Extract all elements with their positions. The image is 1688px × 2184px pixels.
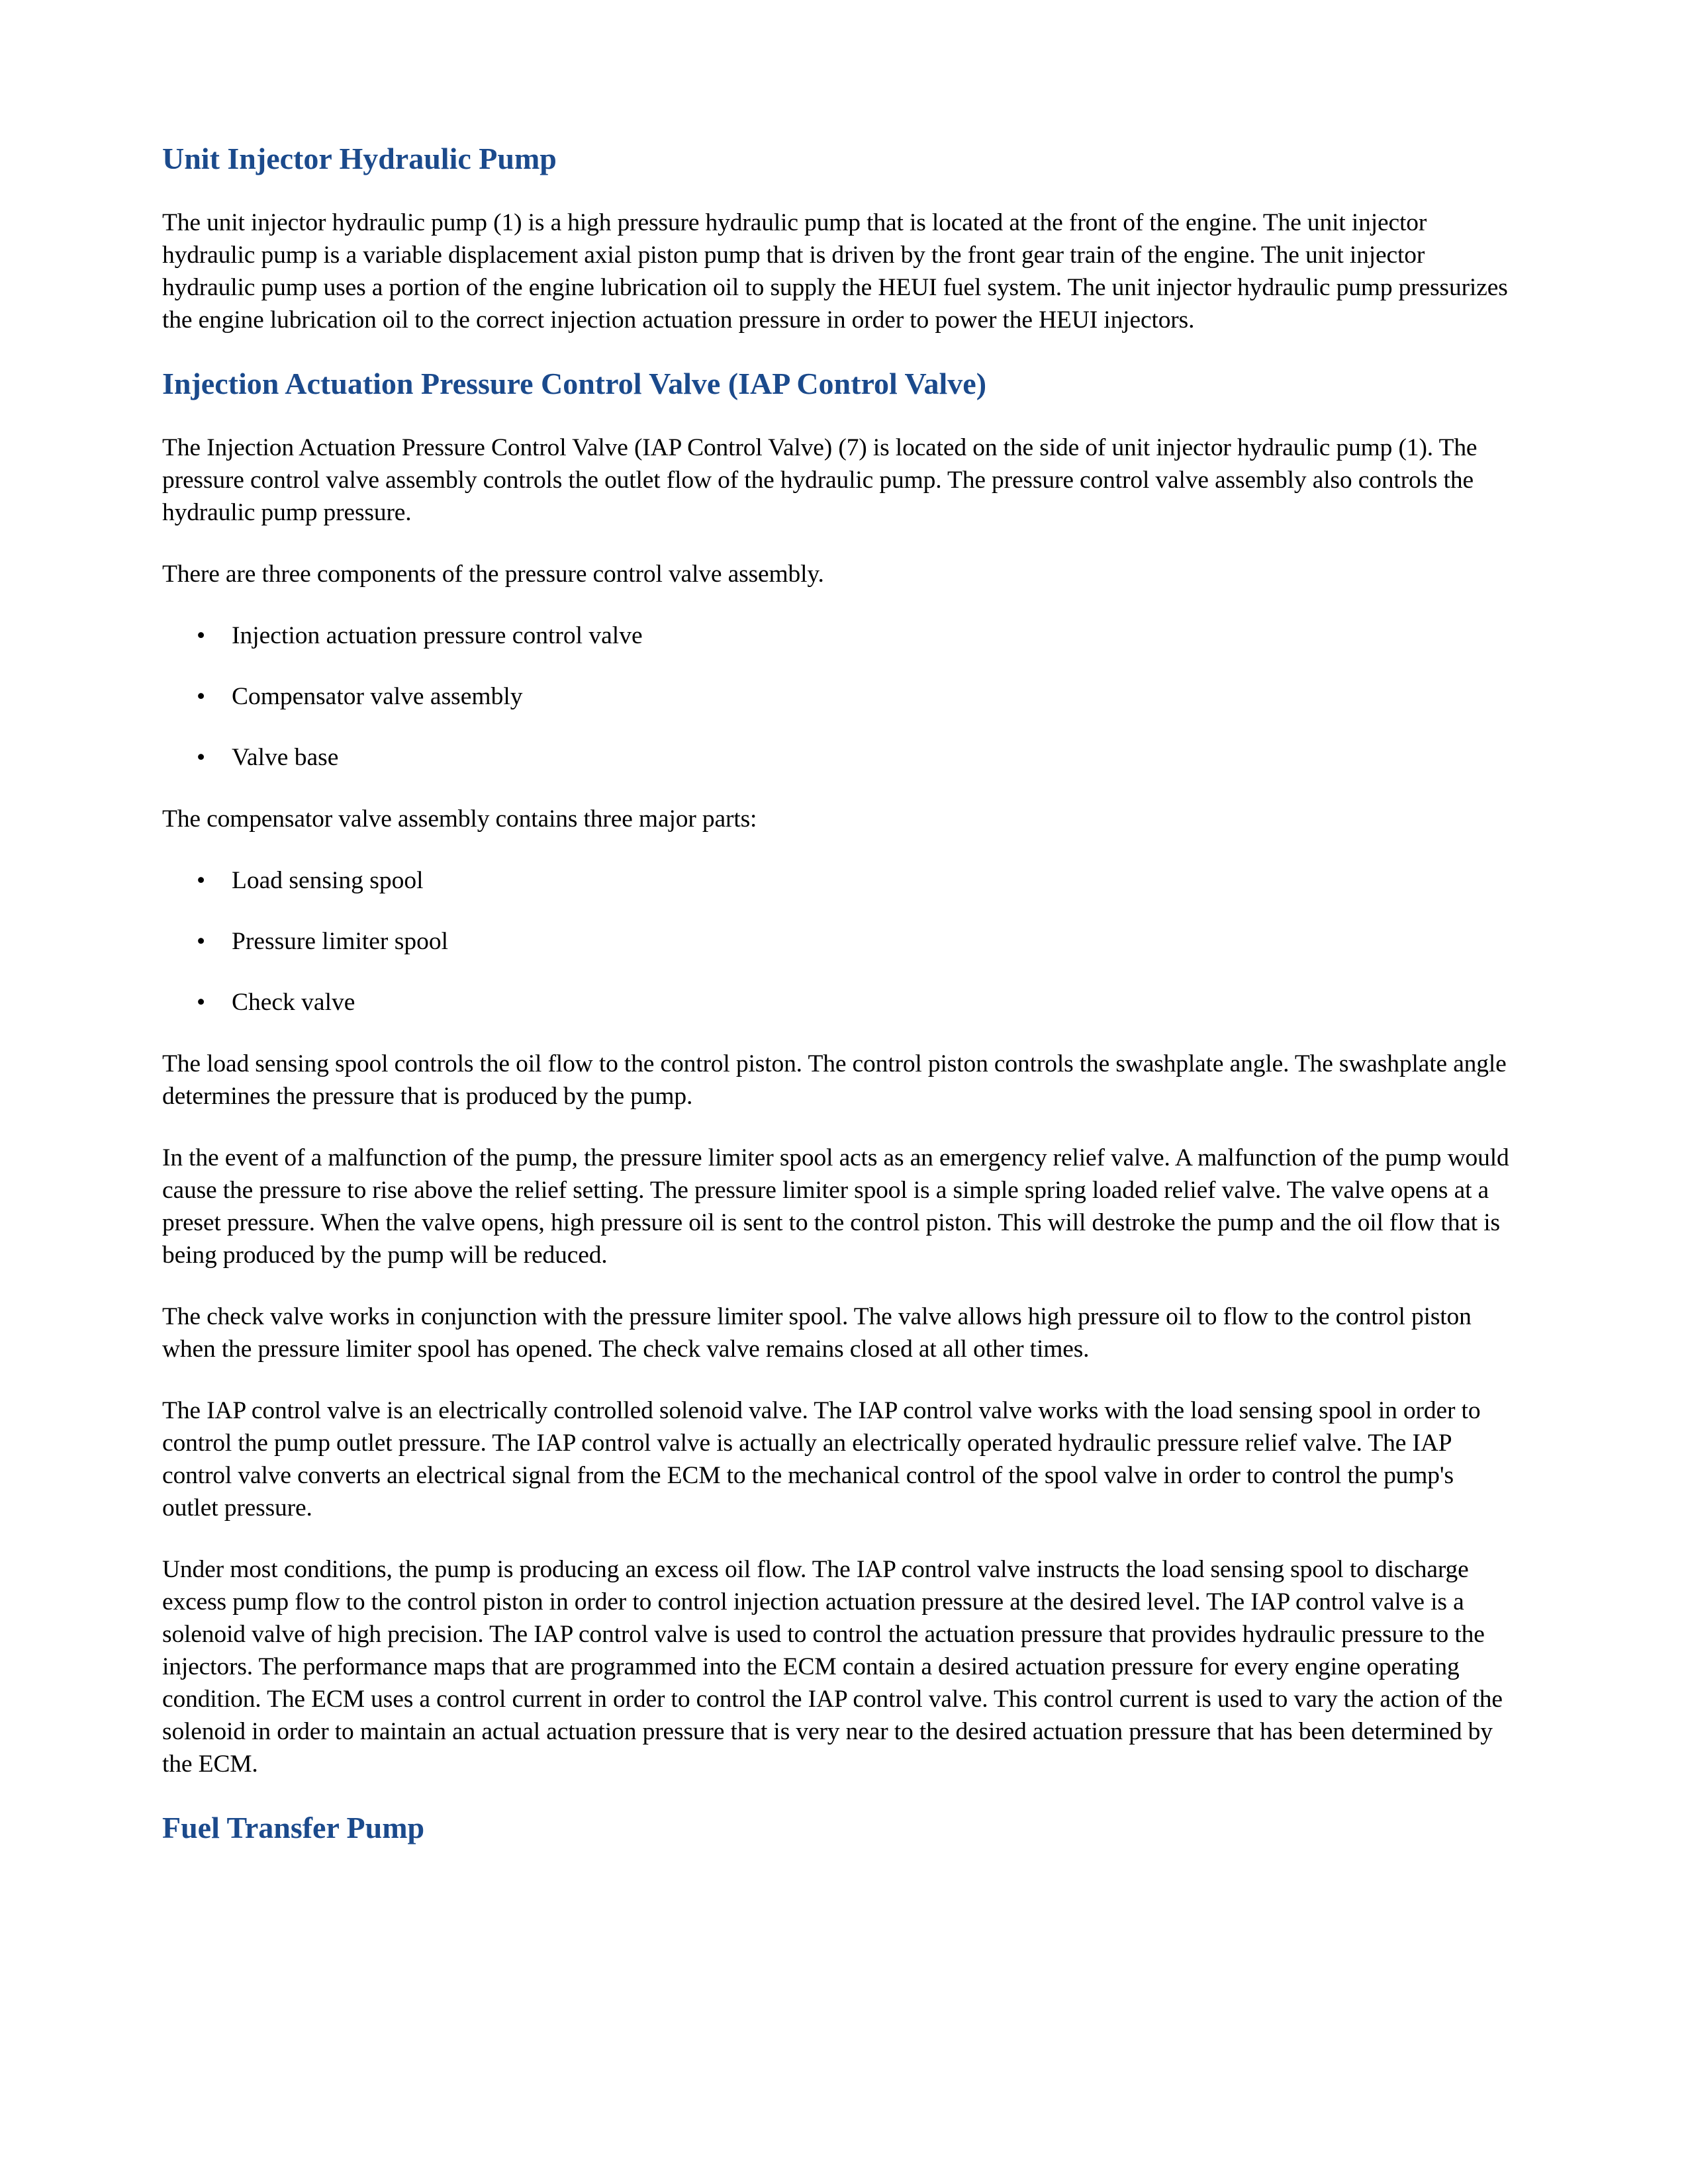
paragraph: Under most conditions, the pump is producing an excess oil flow. The IAP control valve instructs the load sensing spool to discharge excess pump flow to the control piston in order to control injection actuation pressure at the desired level. The IAP control valve is a solenoid valve of high precision. The IAP control valve is used to control the actuation pressure that provides hydraulic pressure to the injectors. The performance maps that are programmed into the ECM contain a desired actuation pressure for every engine operating condition. The ECM uses a control current in order to control the IAP control valve. This control current is used to vary the action of the solenoid in order to maintain an actual actuation pressure that is very near to the desired actuation pressure that has been determined by the ECM.	[162, 1556, 1503, 1778]
paragraph: In the event of a malfunction of the pump, the pressure limiter spool acts as an emergency relief valve. A malfunction of the pump would cause the pressure to rise above the relief setting. The pressure limiter spool is a simple spring loaded relief valve. The valve opens at a preset pressure. When the valve opens, high pressure oil is sent to the control piston. This will destroke the pump and the oil flow that is being produced by the pump will be reduced.	[162, 1144, 1509, 1269]
list-item-text: Check valve	[232, 989, 355, 1016]
list-item-text: Injection actuation pressure control valve	[232, 622, 643, 649]
bullet-icon: •	[197, 622, 206, 649]
components-list	[162, 619, 1513, 774]
section-unit-injector-hydraulic-pump	[162, 140, 1513, 336]
bullet-icon: •	[197, 989, 206, 1016]
paragraph: The IAP control valve is an electrically controlled solenoid valve. The IAP control valve works with the load sensing spool in order to control the pump outlet pressure. The IAP control valve is actually an electrically operated hydraulic pressure relief valve. The IAP control valve converts an electrical signal from the ECM to the mechanical control of the spool valve in order to control the pump's outlet pressure.	[162, 1397, 1481, 1522]
components-lead: There are three components of the pressure control valve assembly.	[162, 561, 824, 588]
section-iap-control-valve	[162, 365, 1513, 1780]
list-item-text: Pressure limiter spool	[232, 928, 449, 955]
section-fuel-transfer-pump	[162, 1809, 1513, 1846]
list-item	[162, 619, 1513, 652]
paragraph: The unit injector hydraulic pump (1) is a high pressure hydraulic pump that is located at the front of the engine. The unit injector hydraulic pump is a variable displacement axial piston pump that is driven by the front gear train of the engine. The unit injector hydraulic pump uses a portion of the engine lubrication oil to supply the HEUI fuel system. The unit injector hydraulic pump pressurizes the engine lubrication oil to the correct injection actuation pressure in order to power the HEUI injectors.	[162, 209, 1508, 334]
list-item-text: Load sensing spool	[232, 867, 424, 894]
bullet-icon: •	[197, 744, 206, 771]
list-item-text: Valve base	[232, 744, 339, 771]
paragraph: The Injection Actuation Pressure Control Valve (IAP Control Valve) (7) is located on the side of unit injector hydraulic pump (1). The pressure control valve assembly controls the outlet flow of the hydraulic pump. The pressure control valve assembly also controls the hydraulic pump pressure.	[162, 434, 1477, 526]
list-item	[162, 864, 1513, 897]
parts-lead: The compensator valve assembly contains three major parts:	[162, 805, 757, 833]
section-heading: Injection Actuation Pressure Control Valve (IAP Control Valve)	[162, 367, 987, 400]
document-page	[162, 140, 1513, 1876]
list-item	[162, 986, 1513, 1019]
list-item	[162, 925, 1513, 958]
paragraph: The check valve works in conjunction with the pressure limiter spool. The valve allows high pressure oil to flow to the control piston when the pressure limiter spool has opened. The check valve remains closed at all other times.	[162, 1303, 1472, 1363]
bullet-icon: •	[197, 867, 206, 894]
parts-list	[162, 864, 1513, 1019]
section-heading: Unit Injector Hydraulic Pump	[162, 142, 557, 175]
bullet-icon: •	[197, 928, 206, 955]
bullet-icon: •	[197, 683, 206, 710]
paragraph: The load sensing spool controls the oil flow to the control piston. The control piston controls the swashplate angle. The swashplate angle determines the pressure that is produced by the pump.	[162, 1050, 1507, 1110]
list-item	[162, 680, 1513, 713]
list-item	[162, 741, 1513, 774]
list-item-text: Compensator valve assembly	[232, 683, 523, 710]
section-heading: Fuel Transfer Pump	[162, 1811, 425, 1844]
